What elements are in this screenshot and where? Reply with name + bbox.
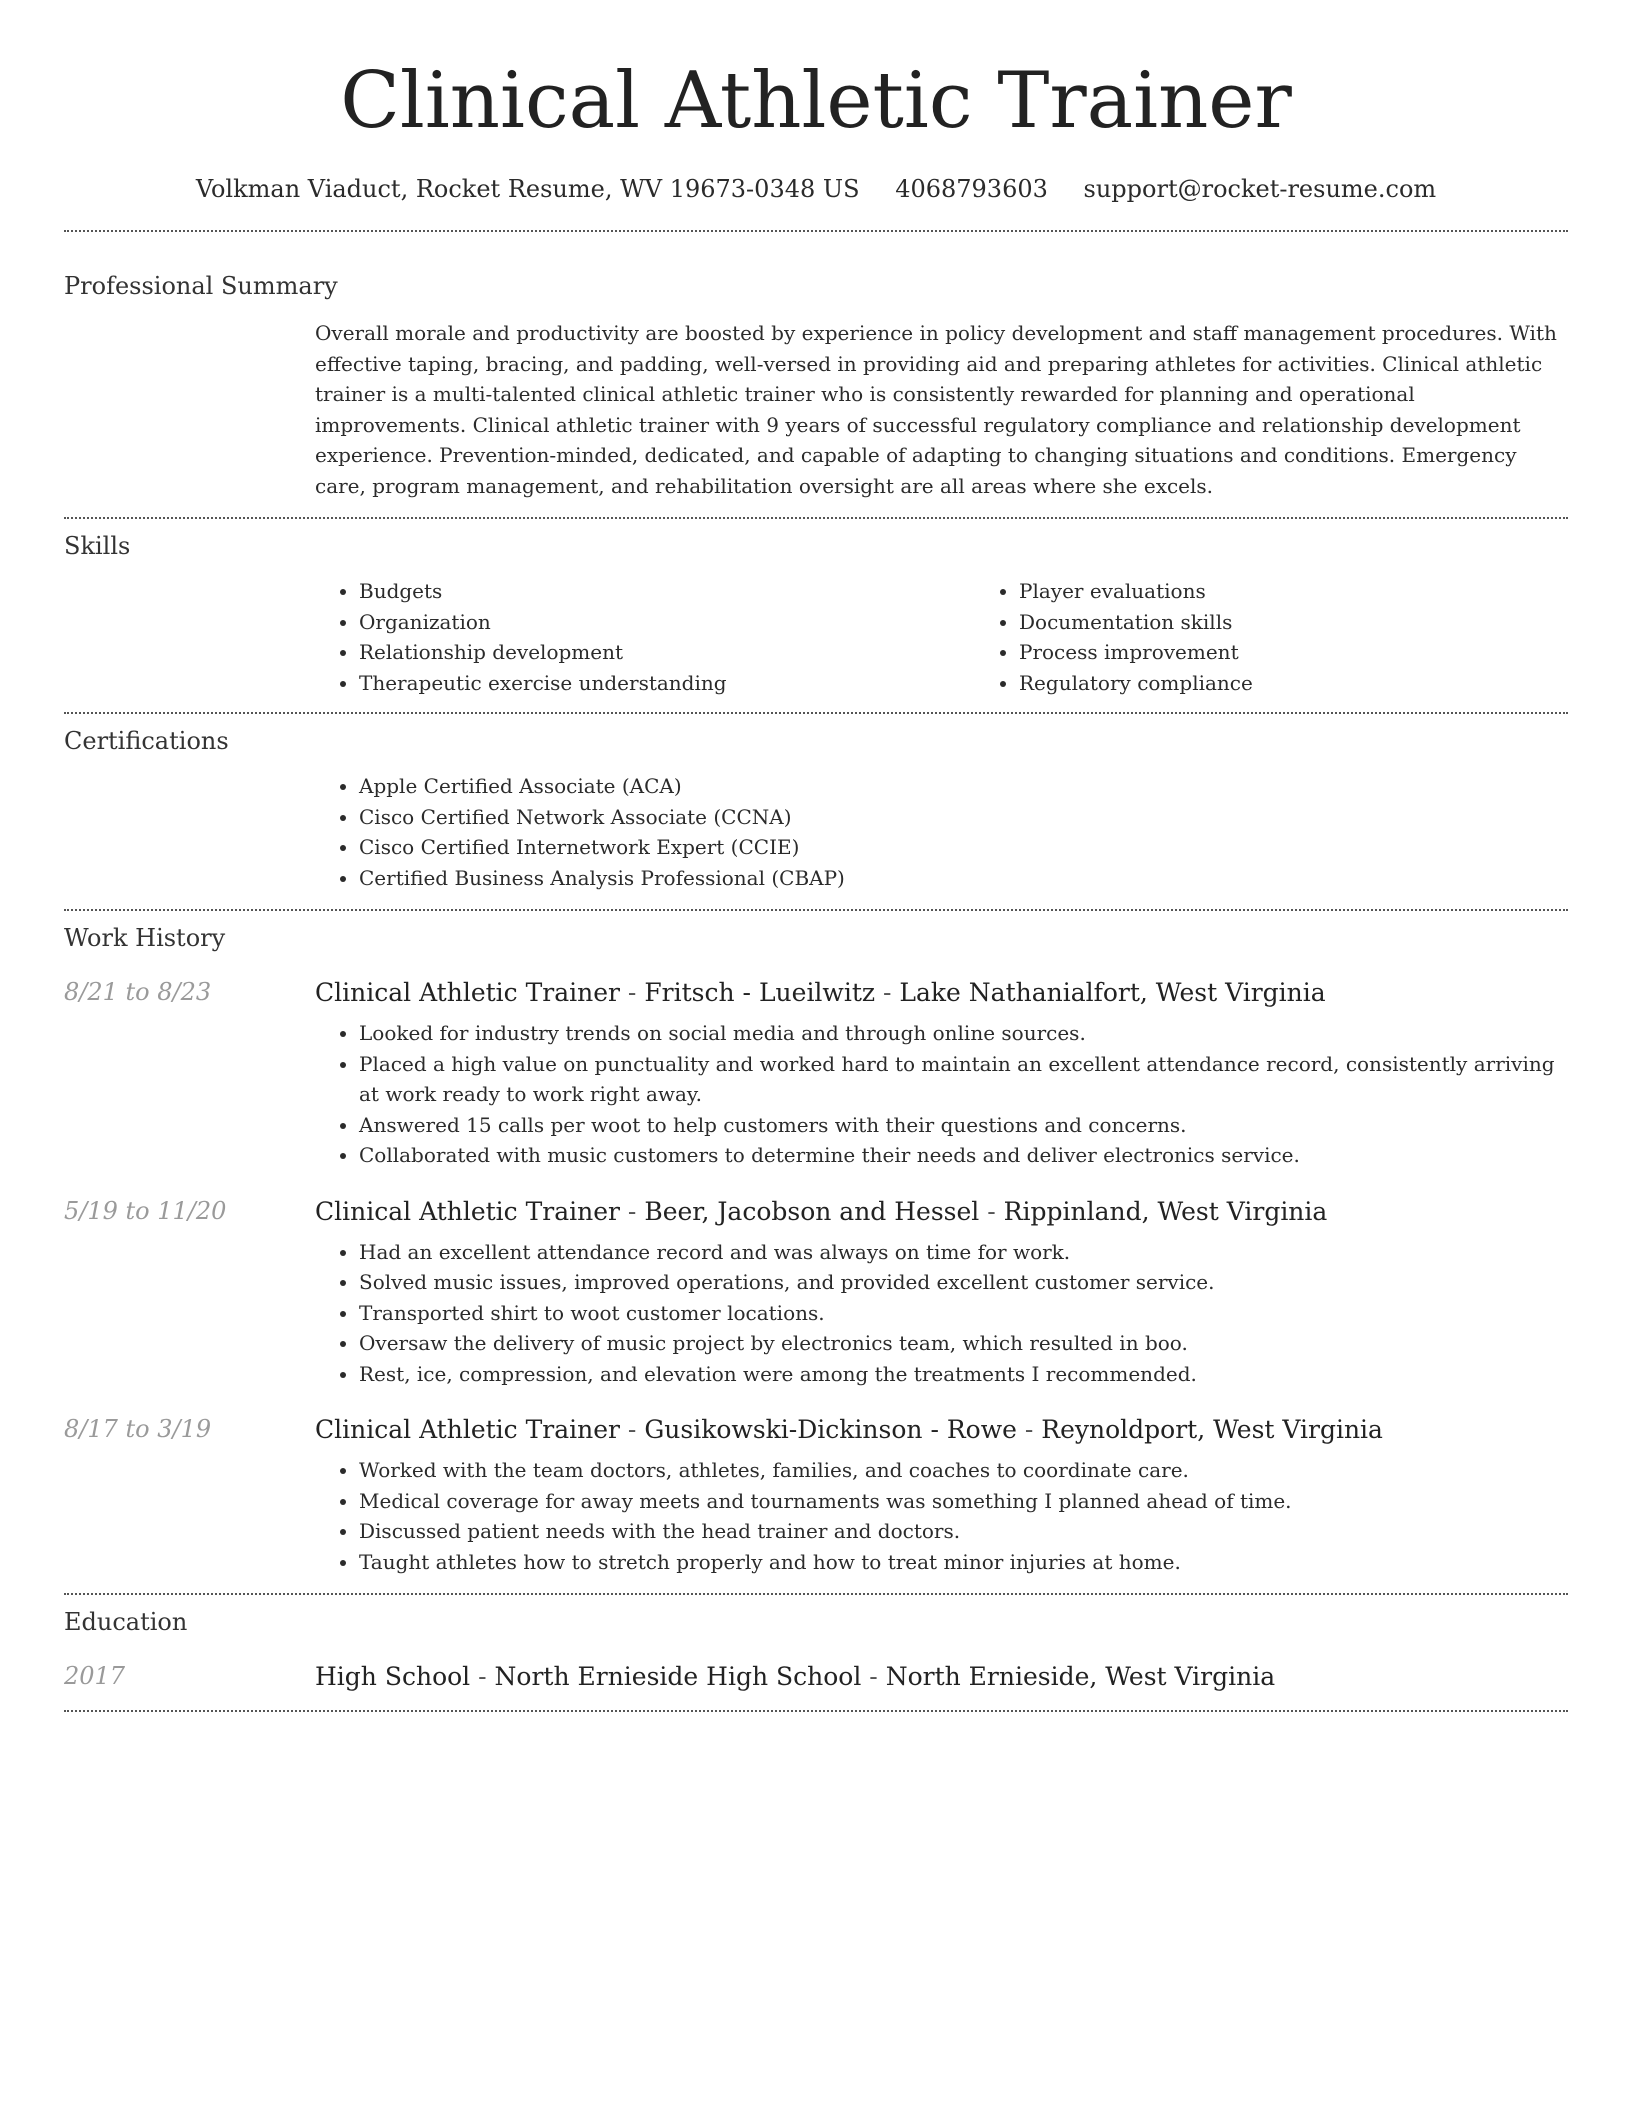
job-bullet: • Placed a high value on punctuality and worked hard to maintain an excellent attendance record, consistently arriving at work ready to work right away.: [359, 1049, 1568, 1110]
job-entry: [64, 1195, 1568, 1390]
job-heading: [315, 976, 1568, 1010]
job-bullets: [315, 1455, 1568, 1577]
certifications-list: [315, 771, 1568, 893]
skill-item: • Therapeutic exercise understanding: [359, 668, 975, 699]
candidate-name: Clinical Athletic Trainer: [340, 56, 1292, 146]
job-bullet: • Worked with the team doctors, athletes, families, and coaches to coordinate care.: [359, 1455, 1568, 1486]
certification-item: • Cisco Certified Internetwork Expert (CCIE): [359, 832, 1568, 863]
summary-content: [315, 318, 1568, 501]
job-location: Rippinland, West Virginia: [1003, 1196, 1328, 1226]
job-heading: [315, 1413, 1568, 1447]
job-bullet: • Collaborated with music customers to determine their needs and deliver electronics service.: [359, 1140, 1568, 1171]
job-role: Clinical Athletic Trainer: [315, 1415, 620, 1444]
job-role: Clinical Athletic Trainer: [315, 1196, 620, 1226]
job-bullet: • Solved music issues, improved operations, and provided excellent customer service.: [359, 1267, 1568, 1298]
contact-email: support@rocket-resume.com: [1083, 175, 1437, 203]
separator: -: [861, 1662, 886, 1691]
education-year: 2017: [64, 1662, 126, 1690]
job-entry: [64, 1413, 1568, 1577]
separator: -: [1016, 1415, 1042, 1444]
job-employer: Fritsch - Lueilwitz: [644, 978, 876, 1007]
contact-address: Volkman Viaduct, Rocket Resume, WV 19673-0348 US: [195, 175, 860, 203]
skill-item: • Player evaluations: [1019, 576, 1632, 607]
job-bullet: • Answered 15 calls per woot to help customers with their questions and concerns.: [359, 1110, 1568, 1141]
skill-item: • Documentation skills: [1019, 607, 1632, 638]
section-title-skills: Skills: [64, 532, 131, 560]
education-school: North Ernieside High School: [494, 1662, 862, 1691]
job-bullet: • Oversaw the delivery of music project by electronics team, which resulted in boo.: [359, 1328, 1568, 1359]
contact-line: [64, 172, 1568, 206]
divider: [64, 1593, 1568, 1595]
skills-list-left: [315, 576, 975, 698]
summary-left-column: [64, 318, 315, 501]
contact-phone: 4068793603: [895, 175, 1048, 203]
separator: -: [979, 1196, 1004, 1226]
certifications-row: [64, 771, 1568, 893]
section-title-certifications: Certifications: [64, 727, 229, 755]
divider: [64, 517, 1568, 519]
certifications-content: [315, 771, 1568, 893]
job-location: Reynoldport, West Virginia: [1041, 1415, 1383, 1444]
separator: -: [470, 1662, 495, 1691]
skills-list-right: [975, 576, 1632, 698]
job-dates: 5/19 to 11/20: [64, 1196, 227, 1225]
job-heading: [315, 1195, 1568, 1229]
divider: [64, 909, 1568, 911]
separator: -: [619, 1415, 645, 1444]
job-content: [315, 1195, 1568, 1390]
summary-row: [64, 318, 1568, 501]
education-location: North Ernieside, West Virginia: [885, 1662, 1276, 1691]
section-title-education: Education: [64, 1608, 188, 1636]
skill-item: • Budgets: [359, 576, 975, 607]
skills-columns: [315, 576, 1632, 698]
separator: -: [875, 978, 900, 1007]
certifications-left-column: [64, 771, 315, 893]
job-bullet: • Rest, ice, compression, and elevation were among the treatments I recommended.: [359, 1359, 1568, 1390]
divider: [64, 1710, 1568, 1712]
job-bullet: • Discussed patient needs with the head trainer and doctors.: [359, 1516, 1568, 1547]
job-role: Clinical Athletic Trainer: [315, 978, 620, 1007]
section-title-summary: Professional Summary: [64, 272, 338, 300]
divider: [64, 712, 1568, 714]
job-bullet: • Had an excellent attendance record and was always on time for work.: [359, 1237, 1568, 1268]
skills-content: [315, 576, 1632, 698]
job-bullet: • Taught athletes how to stretch properly and how to treat minor injuries at home.: [359, 1547, 1568, 1578]
section-title-work-history: Work History: [64, 924, 226, 952]
divider: [64, 230, 1568, 232]
job-content: [315, 976, 1568, 1171]
job-entry: [64, 976, 1568, 1171]
skill-item: • Organization: [359, 607, 975, 638]
job-employer: Gusikowski-Dickinson - Rowe: [644, 1415, 1017, 1444]
skill-item: • Regulatory compliance: [1019, 668, 1632, 699]
job-dates: 8/21 to 8/23: [64, 978, 212, 1006]
skills-left-column: [64, 576, 315, 698]
skill-item: • Relationship development: [359, 637, 975, 668]
education-content: [315, 1660, 1568, 1702]
separator: -: [619, 1196, 645, 1226]
job-bullet: • Medical coverage for away meets and tournaments was something I planned ahead of time.: [359, 1486, 1568, 1517]
education-entry: [64, 1660, 1568, 1702]
education-heading: [315, 1660, 1568, 1694]
job-employer: Beer, Jacobson and Hessel: [644, 1196, 980, 1226]
job-bullets: [315, 1018, 1568, 1171]
job-bullet: • Transported shirt to woot customer locations.: [359, 1298, 1568, 1329]
certification-item: • Cisco Certified Network Associate (CCNA): [359, 802, 1568, 833]
job-dates: 8/17 to 3/19: [64, 1415, 212, 1443]
job-content: [315, 1413, 1568, 1577]
job-bullet: • Looked for industry trends on social media and through online sources.: [359, 1018, 1568, 1049]
education-degree: High School: [315, 1662, 471, 1691]
skills-row: [64, 576, 1568, 698]
job-location: Lake Nathanialfort, West Virginia: [899, 978, 1326, 1007]
job-bullets: [315, 1237, 1568, 1390]
separator: -: [619, 978, 645, 1007]
certification-item: • Certified Business Analysis Professional (CBAP): [359, 863, 1568, 894]
skill-item: • Process improvement: [1019, 637, 1632, 668]
certification-item: • Apple Certified Associate (ACA): [359, 771, 1568, 802]
summary-text: Overall morale and productivity are boosted by experience in policy development and staff management procedures. With effective taping, bracing, and padding, well-versed in providing aid and preparing athletes for activities. Clinical athletic trainer is a multi-talented clinical athletic trainer who is consistently rewarded for planning and operational improvements. Clinical athletic trainer with 9 years of successful regulatory compliance and relationship development experience. Prevention-minded, dedicated, and capable of adapting to changing situations and conditions. Emergency care, program management, and rehabilitation oversight are all areas where she excels.: [315, 321, 1557, 498]
